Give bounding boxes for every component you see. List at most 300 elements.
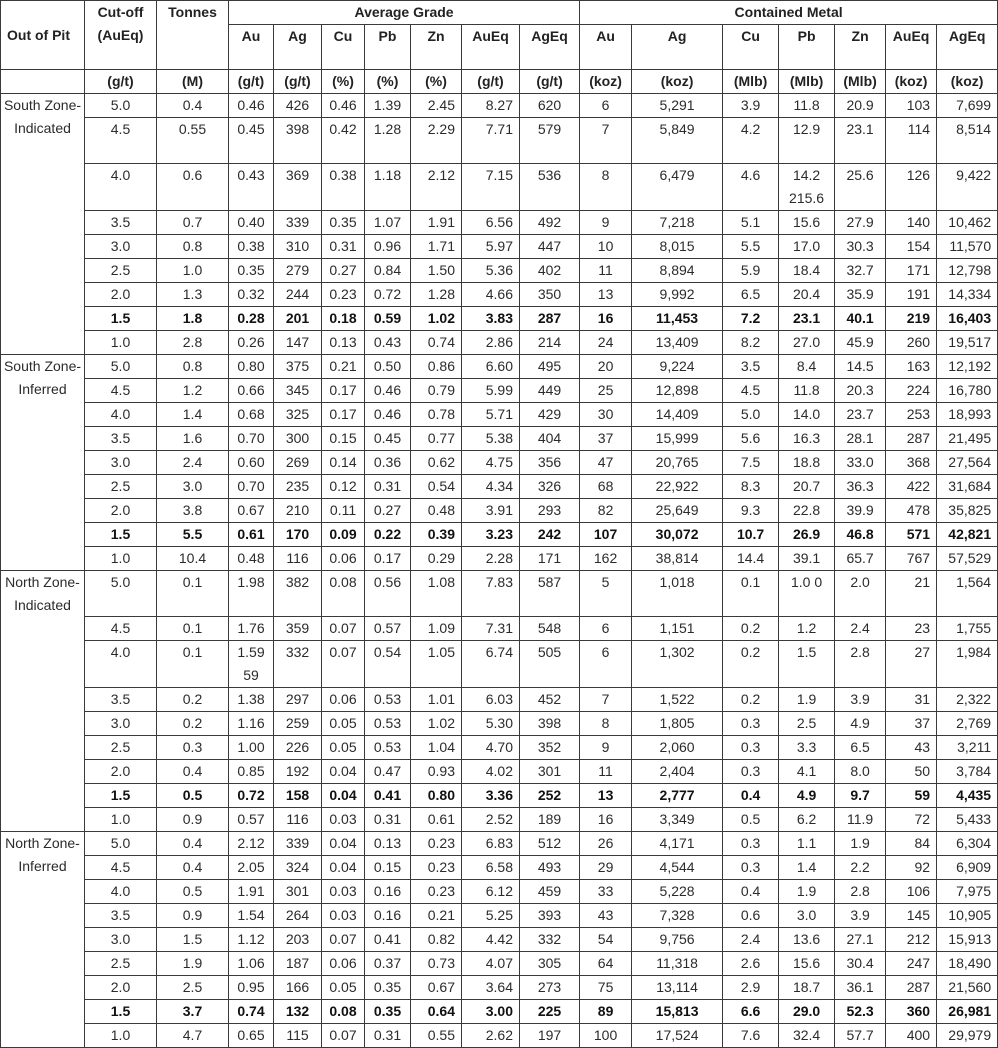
table-cell: 0.7 [157, 211, 229, 235]
table-cell: 6 [580, 94, 632, 118]
table-cell: 82 [580, 499, 632, 523]
table-cell: 219 [886, 307, 937, 331]
table-cell: 84 [886, 832, 937, 856]
table-cell: 5.0 [85, 355, 157, 379]
table-cell: 47 [580, 451, 632, 475]
table-header [1, 1, 998, 94]
table-cell: 7,699 [937, 94, 998, 118]
table-cell: 350 [520, 283, 580, 307]
table-cell: 0.23 [411, 832, 462, 856]
table-cell: 5,291 [632, 94, 723, 118]
grade-col-header: Ag [274, 25, 322, 70]
table-row [1, 307, 998, 331]
table-cell: 5.97 [462, 235, 520, 259]
unit-label: (koz) [937, 70, 998, 94]
table-cell: 0.95 [229, 976, 274, 1000]
unit-label: (g/t) [520, 70, 580, 94]
table-cell: 1.2 [157, 379, 229, 403]
table-cell: 1.4 [779, 856, 835, 880]
table-cell: 189 [520, 808, 580, 832]
table-cell: 116 [274, 808, 322, 832]
table-cell: 11.9 [835, 808, 886, 832]
table-cell: 21,560 [937, 976, 998, 1000]
table-cell: 2,060 [632, 736, 723, 760]
table-cell: 0.17 [365, 547, 411, 571]
table-cell: 15.6 [779, 211, 835, 235]
table-cell: 26 [580, 832, 632, 856]
table-cell: 1.0 [85, 808, 157, 832]
table-cell: 0.72 [229, 784, 274, 808]
table-cell: 6,909 [937, 856, 998, 880]
table-cell: 25.6 [835, 164, 886, 211]
table-cell: 7.71 [462, 118, 520, 164]
table-cell: 382 [274, 571, 322, 617]
table-cell: 3.64 [462, 976, 520, 1000]
table-cell: 191 [886, 283, 937, 307]
table-cell: 103 [886, 94, 937, 118]
table-cell: 0.65 [229, 1024, 274, 1048]
table-cell: 0.04 [322, 784, 365, 808]
table-cell: 3.23 [462, 523, 520, 547]
table-cell: 0.14 [322, 451, 365, 475]
table-row [1, 379, 998, 403]
table-cell: 0.43 [229, 164, 274, 211]
table-cell: 2,777 [632, 784, 723, 808]
table-cell: 478 [886, 499, 937, 523]
table-row [1, 571, 998, 617]
table-cell: 332 [520, 928, 580, 952]
table-cell: 1.2 [779, 617, 835, 641]
table-row [1, 235, 998, 259]
table-cell: 18.7 [779, 976, 835, 1000]
table-cell: 1.50 [411, 259, 462, 283]
table-cell: 447 [520, 235, 580, 259]
grade-col-header: Zn [411, 25, 462, 70]
table-cell: 301 [520, 760, 580, 784]
table-cell: 18.8 [779, 451, 835, 475]
table-cell: 114 [886, 118, 937, 164]
grade-col-header: Au [229, 25, 274, 70]
table-cell: 25 [580, 379, 632, 403]
table-cell: 5.5 [723, 235, 779, 259]
table-row [1, 617, 998, 641]
table-cell: 0.86 [411, 355, 462, 379]
table-cell: 0.93 [411, 760, 462, 784]
table-cell: 5.6 [723, 427, 779, 451]
table-cell: 18.4 [779, 259, 835, 283]
table-cell: 6.6 [723, 1000, 779, 1024]
table-cell: 14.2 215.6 [779, 164, 835, 211]
table-cell: 31 [886, 688, 937, 712]
table-cell: 0.06 [322, 688, 365, 712]
table-cell: 0.2 [157, 712, 229, 736]
table-cell: 536 [520, 164, 580, 211]
table-cell: 89 [580, 1000, 632, 1024]
metal-col-header: Pb [779, 25, 835, 70]
table-cell: 32.4 [779, 1024, 835, 1048]
table-cell: 1,805 [632, 712, 723, 736]
table-cell: 4.5 [85, 379, 157, 403]
table-cell: 14,334 [937, 283, 998, 307]
table-cell: 4,544 [632, 856, 723, 880]
table-cell: 0.84 [365, 259, 411, 283]
table-cell: 279 [274, 259, 322, 283]
table-cell: 2.5 [85, 736, 157, 760]
table-cell: 459 [520, 880, 580, 904]
table-cell: 1.9 [779, 688, 835, 712]
table-cell: 1.12 [229, 928, 274, 952]
table-cell: 356 [520, 451, 580, 475]
table-cell: 13 [580, 283, 632, 307]
table-cell: 23.1 [779, 307, 835, 331]
table-cell: 0.26 [229, 331, 274, 355]
unit-label: (koz) [632, 70, 723, 94]
table-row [1, 499, 998, 523]
table-cell: 1,151 [632, 617, 723, 641]
table-cell: 22.8 [779, 499, 835, 523]
table-cell: 5.0 [85, 832, 157, 856]
table-row [1, 118, 998, 164]
table-cell: 7.83 [462, 571, 520, 617]
table-cell: 0.40 [229, 211, 274, 235]
unit-label: (g/t) [274, 70, 322, 94]
table-cell: 1,522 [632, 688, 723, 712]
table-cell: 8.2 [723, 331, 779, 355]
table-cell: 287 [886, 976, 937, 1000]
table-cell: 8 [580, 164, 632, 211]
table-cell: 2.4 [835, 617, 886, 641]
table-cell: 32.7 [835, 259, 886, 283]
table-cell: 14.0 [779, 403, 835, 427]
table-cell: 310 [274, 235, 322, 259]
table-cell: 452 [520, 688, 580, 712]
table-cell: 29,979 [937, 1024, 998, 1048]
table-cell: 9.7 [835, 784, 886, 808]
table-cell: 5.9 [723, 259, 779, 283]
table-cell: 1.08 [411, 571, 462, 617]
table-cell: 10,905 [937, 904, 998, 928]
units-spacer [1, 70, 85, 94]
unit-label: (Mlb) [835, 70, 886, 94]
table-cell: 1.3 [157, 283, 229, 307]
table-cell: 5.71 [462, 403, 520, 427]
table-cell: 11,318 [632, 952, 723, 976]
table-cell: 325 [274, 403, 322, 427]
table-cell: 332 [274, 641, 322, 688]
table-cell: 12.9 [779, 118, 835, 164]
table-cell: 2.12 [229, 832, 274, 856]
table-cell: 305 [520, 952, 580, 976]
table-cell: 4.5 [85, 856, 157, 880]
table-cell: 4.0 [85, 403, 157, 427]
table-cell: 126 [886, 164, 937, 211]
table-cell: 15.6 [779, 952, 835, 976]
table-cell: 9,224 [632, 355, 723, 379]
table-cell: 10,462 [937, 211, 998, 235]
table-row [1, 641, 998, 688]
table-cell: 1.00 [229, 736, 274, 760]
table-cell: 1.16 [229, 712, 274, 736]
table-cell: 0.21 [411, 904, 462, 928]
table-cell: 6.5 [835, 736, 886, 760]
table-cell: 11,570 [937, 235, 998, 259]
table-cell: 0.31 [365, 475, 411, 499]
table-cell: 1.5 [85, 1000, 157, 1024]
table-row [1, 547, 998, 571]
table-row [1, 904, 998, 928]
table-cell: 0.57 [229, 808, 274, 832]
table-cell: 0.38 [322, 164, 365, 211]
table-cell: 37 [886, 712, 937, 736]
table-row [1, 832, 998, 856]
table-cell: 9,422 [937, 164, 998, 211]
table-row [1, 856, 998, 880]
table-cell: 3.0 [779, 904, 835, 928]
table-cell: 0.55 [411, 1024, 462, 1048]
table-cell: 4.66 [462, 283, 520, 307]
table-cell: 0.61 [229, 523, 274, 547]
table-cell: 368 [886, 451, 937, 475]
unit-label: (Mlb) [723, 70, 779, 94]
unit-label: (%) [365, 70, 411, 94]
tonnes-header: Tonnes [157, 1, 229, 70]
table-cell: 27.0 [779, 331, 835, 355]
table-cell: 2.0 [85, 976, 157, 1000]
table-row [1, 688, 998, 712]
table-cell: 3.5 [85, 904, 157, 928]
table-cell: 16,403 [937, 307, 998, 331]
table-cell: 170 [274, 523, 322, 547]
table-cell: 2.28 [462, 547, 520, 571]
table-cell: 52.3 [835, 1000, 886, 1024]
table-cell: 30 [580, 403, 632, 427]
table-cell: 11,453 [632, 307, 723, 331]
unit-label: (Mlb) [779, 70, 835, 94]
table-cell: 0.85 [229, 760, 274, 784]
table-row [1, 880, 998, 904]
table-cell: 0.4 [157, 760, 229, 784]
table-row [1, 283, 998, 307]
table-cell: 3.0 [85, 928, 157, 952]
table-cell: 3.00 [462, 1000, 520, 1024]
table-cell: 0.37 [365, 952, 411, 976]
table-cell: 287 [520, 307, 580, 331]
table-cell: 46.8 [835, 523, 886, 547]
table-cell: 4.9 [779, 784, 835, 808]
table-cell: 1.59 59 [229, 641, 274, 688]
units-row [1, 70, 998, 94]
table-cell: 4.5 [85, 118, 157, 164]
table-cell: 192 [274, 760, 322, 784]
table-cell: 0.68 [229, 403, 274, 427]
table-cell: 1,755 [937, 617, 998, 641]
table-cell: 37 [580, 427, 632, 451]
table-cell: 264 [274, 904, 322, 928]
table-cell: 64 [580, 952, 632, 976]
pit-header: Out of Pit [1, 1, 85, 70]
table-cell: 45.9 [835, 331, 886, 355]
table-cell: 0.31 [365, 808, 411, 832]
table-cell: 4.7 [157, 1024, 229, 1048]
table-cell: 158 [274, 784, 322, 808]
table-cell: 35.9 [835, 283, 886, 307]
table-cell: 1.9 [835, 832, 886, 856]
table-cell: 8.27 [462, 94, 520, 118]
table-cell: 4,171 [632, 832, 723, 856]
table-cell: 72 [886, 808, 937, 832]
table-cell: 339 [274, 211, 322, 235]
table-cell: 0.09 [322, 523, 365, 547]
table-cell: 8,015 [632, 235, 723, 259]
table-cell: 2.45 [411, 94, 462, 118]
table-cell: 0.45 [229, 118, 274, 164]
table-cell: 27.9 [835, 211, 886, 235]
table-cell: 0.42 [322, 118, 365, 164]
table-cell: 1.1 [779, 832, 835, 856]
table-cell: 1.06 [229, 952, 274, 976]
table-cell: 12,798 [937, 259, 998, 283]
table-cell: 13,114 [632, 976, 723, 1000]
table-cell: 5,228 [632, 880, 723, 904]
table-cell: 2.5 [85, 952, 157, 976]
zone-label: South Zone-Inferred [1, 355, 85, 571]
table-cell: 0.3 [723, 760, 779, 784]
zone-label: South Zone-Indicated [1, 94, 85, 355]
table-cell: 300 [274, 427, 322, 451]
table-cell: 36.1 [835, 976, 886, 1000]
table-cell: 0.46 [365, 379, 411, 403]
table-cell: 6.5 [723, 283, 779, 307]
table-cell: 449 [520, 379, 580, 403]
table-cell: 0.13 [365, 832, 411, 856]
table-cell: 0.67 [229, 499, 274, 523]
table-cell: 57.7 [835, 1024, 886, 1048]
table-cell: 0.4 [157, 832, 229, 856]
table-cell: 0.62 [411, 451, 462, 475]
table-cell: 39.1 [779, 547, 835, 571]
table-cell: 6.60 [462, 355, 520, 379]
table-cell: 0.06 [322, 952, 365, 976]
table-cell: 2.52 [462, 808, 520, 832]
table-cell: 29.0 [779, 1000, 835, 1024]
table-cell: 27,564 [937, 451, 998, 475]
table-cell: 15,999 [632, 427, 723, 451]
table-cell: 492 [520, 211, 580, 235]
table-cell: 0.50 [365, 355, 411, 379]
table-cell: 293 [520, 499, 580, 523]
table-cell: 404 [520, 427, 580, 451]
table-cell: 0.54 [411, 475, 462, 499]
table-cell: 18,490 [937, 952, 998, 976]
table-row [1, 928, 998, 952]
table-cell: 1.01 [411, 688, 462, 712]
table-cell: 0.3 [723, 712, 779, 736]
table-cell: 0.04 [322, 856, 365, 880]
table-body [1, 94, 998, 1048]
contained-metal-header: Contained Metal [580, 1, 998, 25]
table-cell: 14,409 [632, 403, 723, 427]
table-cell: 0.3 [723, 736, 779, 760]
table-cell: 30.4 [835, 952, 886, 976]
table-cell: 7.6 [723, 1024, 779, 1048]
table-cell: 6.83 [462, 832, 520, 856]
table-cell: 6.12 [462, 880, 520, 904]
table-cell: 7.31 [462, 617, 520, 641]
table-cell: 28.1 [835, 427, 886, 451]
table-cell: 5,849 [632, 118, 723, 164]
table-cell: 1.9 [779, 880, 835, 904]
table-cell: 3.0 [85, 712, 157, 736]
table-cell: 4.5 [723, 379, 779, 403]
table-cell: 12,898 [632, 379, 723, 403]
table-cell: 5.0 [85, 571, 157, 617]
table-cell: 352 [520, 736, 580, 760]
table-cell: 5.25 [462, 904, 520, 928]
table-cell: 17,524 [632, 1024, 723, 1048]
table-row [1, 712, 998, 736]
table-cell: 5 [580, 571, 632, 617]
table-cell: 3.9 [835, 688, 886, 712]
table-cell: 162 [580, 547, 632, 571]
table-cell: 7.5 [723, 451, 779, 475]
table-cell: 116 [274, 547, 322, 571]
table-cell: 0.74 [411, 331, 462, 355]
table-cell: 214 [520, 331, 580, 355]
table-cell: 20.3 [835, 379, 886, 403]
table-cell: 1.5 [85, 307, 157, 331]
table-cell: 187 [274, 952, 322, 976]
table-cell: 375 [274, 355, 322, 379]
table-cell: 147 [274, 331, 322, 355]
table-cell: 495 [520, 355, 580, 379]
table-cell: 57,529 [937, 547, 998, 571]
table-cell: 2.8 [835, 880, 886, 904]
table-cell: 0.05 [322, 976, 365, 1000]
table-cell: 548 [520, 617, 580, 641]
table-cell: 301 [274, 880, 322, 904]
table-cell: 210 [274, 499, 322, 523]
table-cell: 0.32 [229, 283, 274, 307]
table-cell: 297 [274, 688, 322, 712]
table-cell: 398 [274, 118, 322, 164]
table-cell: 3,784 [937, 760, 998, 784]
table-cell: 22,922 [632, 475, 723, 499]
table-cell: 0.03 [322, 880, 365, 904]
table-cell: 0.2 [723, 641, 779, 688]
grade-col-header: AgEq [520, 25, 580, 70]
table-cell: 5.36 [462, 259, 520, 283]
table-cell: 9 [580, 211, 632, 235]
table-cell: 201 [274, 307, 322, 331]
table-cell: 197 [520, 1024, 580, 1048]
table-row [1, 164, 998, 211]
table-cell: 0.13 [322, 331, 365, 355]
table-cell: 6 [580, 617, 632, 641]
table-cell: 3.83 [462, 307, 520, 331]
table-cell: 0.21 [322, 355, 365, 379]
table-cell: 3.5 [85, 427, 157, 451]
table-cell: 2.0 [835, 571, 886, 617]
table-cell: 1.9 [157, 952, 229, 976]
table-cell: 4.02 [462, 760, 520, 784]
table-cell: 0.54 [365, 641, 411, 688]
table-cell: 0.38 [229, 235, 274, 259]
table-cell: 4.75 [462, 451, 520, 475]
table-cell: 0.16 [365, 904, 411, 928]
table-cell: 2.0 [85, 760, 157, 784]
table-cell: 0.61 [411, 808, 462, 832]
table-cell: 6,304 [937, 832, 998, 856]
